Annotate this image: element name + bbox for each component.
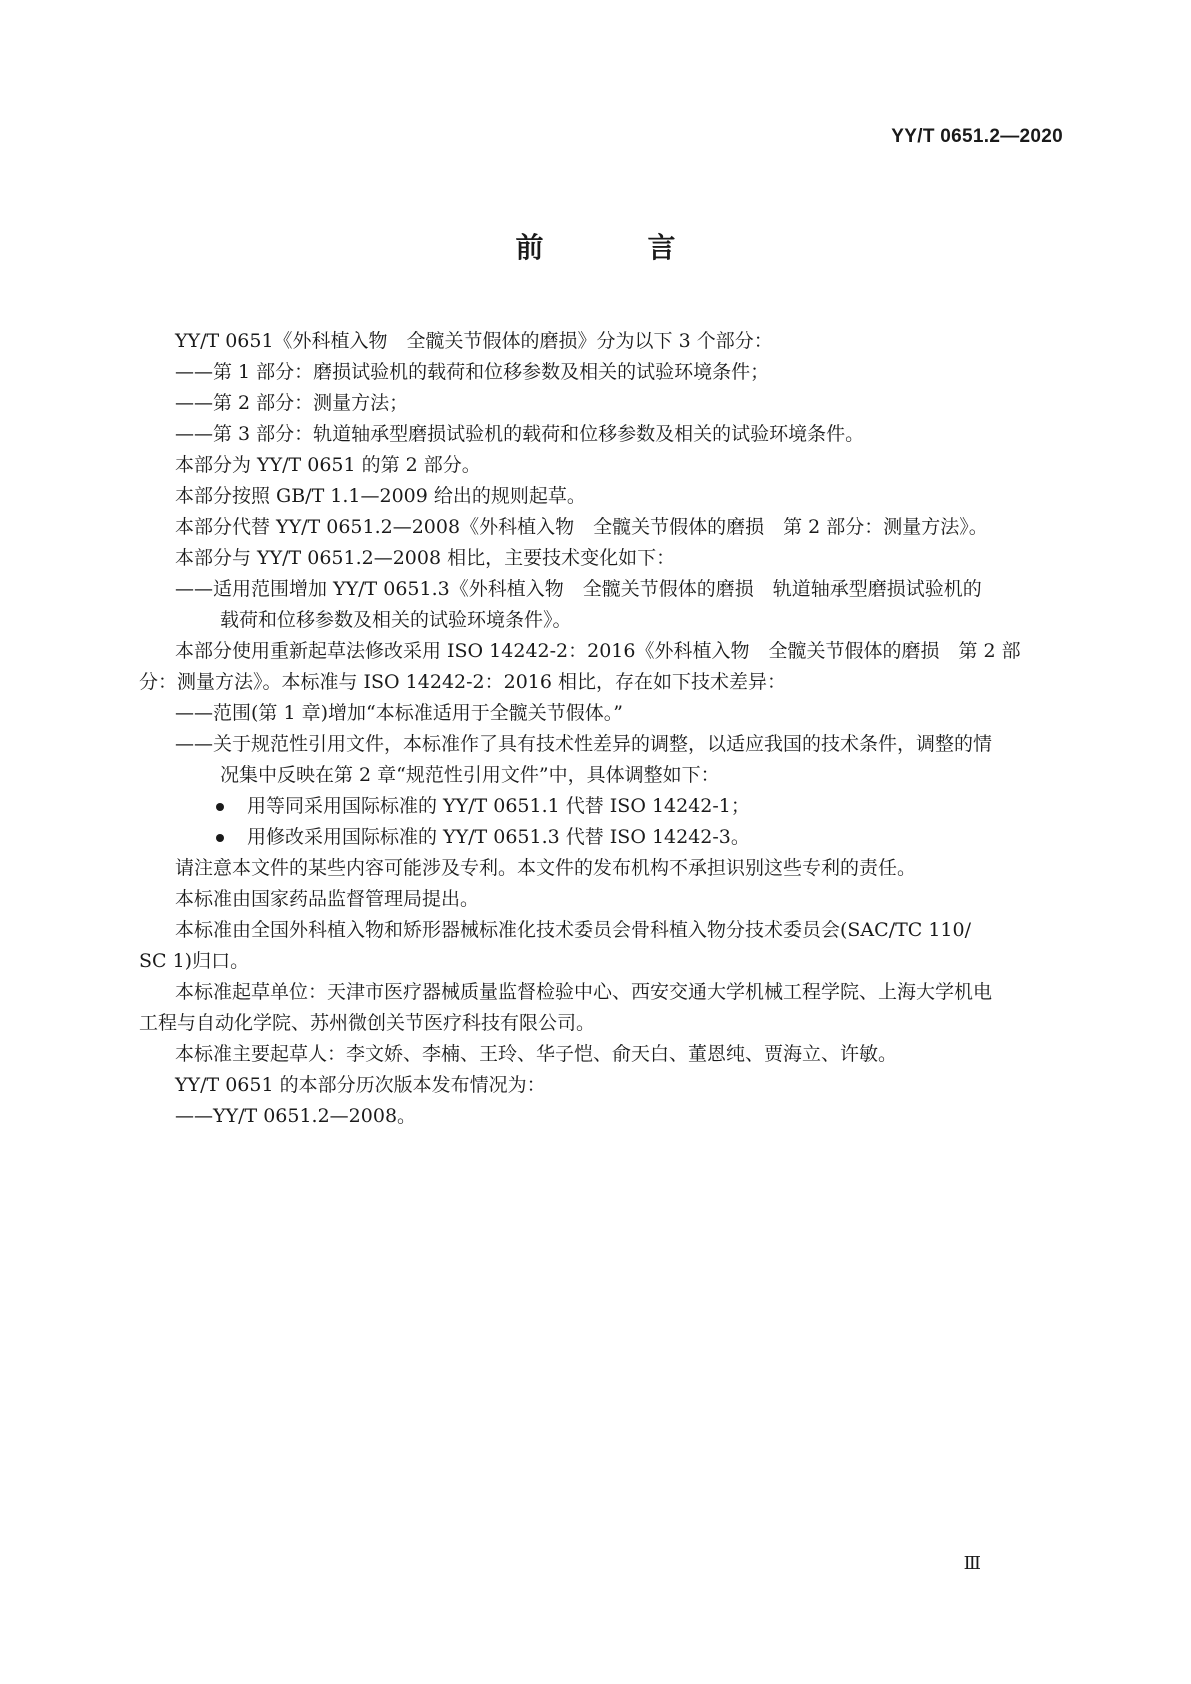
list-item-scope-change: ——适用范围增加 YY/T 0651.3《外科植入物 全髋关节假体的磨损 轨道轴承型磨损试验机的 bbox=[175, 578, 982, 600]
document-code: YY/T 0651.2—2020 bbox=[891, 126, 1063, 147]
paragraph-drafters: 本标准主要起草人：李文娇、李楠、王玲、华子恺、俞天白、董恩纯、贾海立、许敏。 bbox=[175, 1043, 898, 1065]
list-item-normative-refs-cont: 况集中反映在第 2 章“规范性引用文件”中，具体调整如下： bbox=[220, 764, 720, 786]
paragraph-replaces: 本部分代替 YY/T 0651.2—2008《外科植入物 全髋关节假体的磨损 第 2 部分：测量方法》。 bbox=[175, 516, 988, 538]
bullet-text-2: 用修改采用国际标准的 YY/T 0651.3 代替 ISO 14242-3。 bbox=[247, 826, 750, 848]
list-item-part2: ——第 2 部分：测量方法； bbox=[175, 392, 409, 414]
document-body bbox=[139, 326, 1060, 1132]
paragraph-part-statement: 本部分为 YY/T 0651 的第 2 部分。 bbox=[175, 454, 481, 476]
bullet-item-1 bbox=[175, 791, 1060, 822]
list-item-scope-diff: ——范围(第 1 章)增加“本标准适用于全髋关节假体。” bbox=[175, 702, 623, 724]
list-item-normative-refs: ——关于规范性引用文件，本标准作了具有技术性差异的调整，以适应我国的技术条件，调整的情 bbox=[175, 733, 993, 755]
bullet-item-2 bbox=[175, 822, 1060, 853]
paragraph-history: YY/T 0651 的本部分历次版本发布情况为： bbox=[175, 1074, 546, 1096]
list-item-history-2008: ——YY/T 0651.2—2008。 bbox=[175, 1105, 417, 1127]
list-item-scope-change-cont: 载荷和位移参数及相关的试验环境条件》。 bbox=[220, 609, 572, 631]
paragraph-adoption-cont: 分：测量方法》。本标准与 ISO 14242-2：2016 相比，存在如下技术差异： bbox=[139, 671, 787, 693]
paragraph-managed-by: 本标准由全国外科植入物和矫形器械标准化技术委员会骨科植入物分技术委员会(SAC/TC 110/ bbox=[175, 919, 972, 941]
bullet-text-1: 用等同采用国际标准的 YY/T 0651.1 代替 ISO 14242-1； bbox=[247, 795, 750, 817]
bullet-icon bbox=[216, 803, 224, 811]
paragraph-proposed-by: 本标准由国家药品监督管理局提出。 bbox=[175, 888, 480, 910]
paragraph-drafting-units-cont: 工程与自动化学院、苏州微创关节医疗科技有限公司。 bbox=[139, 1012, 596, 1034]
paragraph-drafting-units: 本标准起草单位：天津市医疗器械质量监督检验中心、西安交通大学机械工程学院、上海大学机电 bbox=[175, 981, 993, 1003]
paragraph-patent-notice: 请注意本文件的某些内容可能涉及专利。本文件的发布机构不承担识别这些专利的责任。 bbox=[175, 857, 917, 879]
list-item-part1: ——第 1 部分：磨损试验机的载荷和位移参数及相关的试验环境条件； bbox=[175, 361, 770, 383]
bullet-icon bbox=[216, 834, 224, 842]
paragraph-managed-by-cont: SC 1)归口。 bbox=[139, 950, 250, 972]
paragraph-drafting-rules: 本部分按照 GB/T 1.1—2009 给出的规则起草。 bbox=[175, 485, 586, 507]
paragraph-intro: YY/T 0651《外科植入物 全髋关节假体的磨损》分为以下 3 个部分： bbox=[175, 330, 773, 352]
page-title: 前 言 bbox=[515, 231, 714, 264]
paragraph-adoption: 本部分使用重新起草法修改采用 ISO 14242-2：2016《外科植入物 全髋关节假体的磨损 第 2 部 bbox=[175, 640, 1021, 662]
paragraph-changes: 本部分与 YY/T 0651.2—2008 相比，主要技术变化如下： bbox=[175, 547, 676, 569]
page-number: Ⅲ bbox=[963, 1553, 981, 1574]
list-item-part3: ——第 3 部分：轨道轴承型磨损试验机的载荷和位移参数及相关的试验环境条件。 bbox=[175, 423, 865, 445]
